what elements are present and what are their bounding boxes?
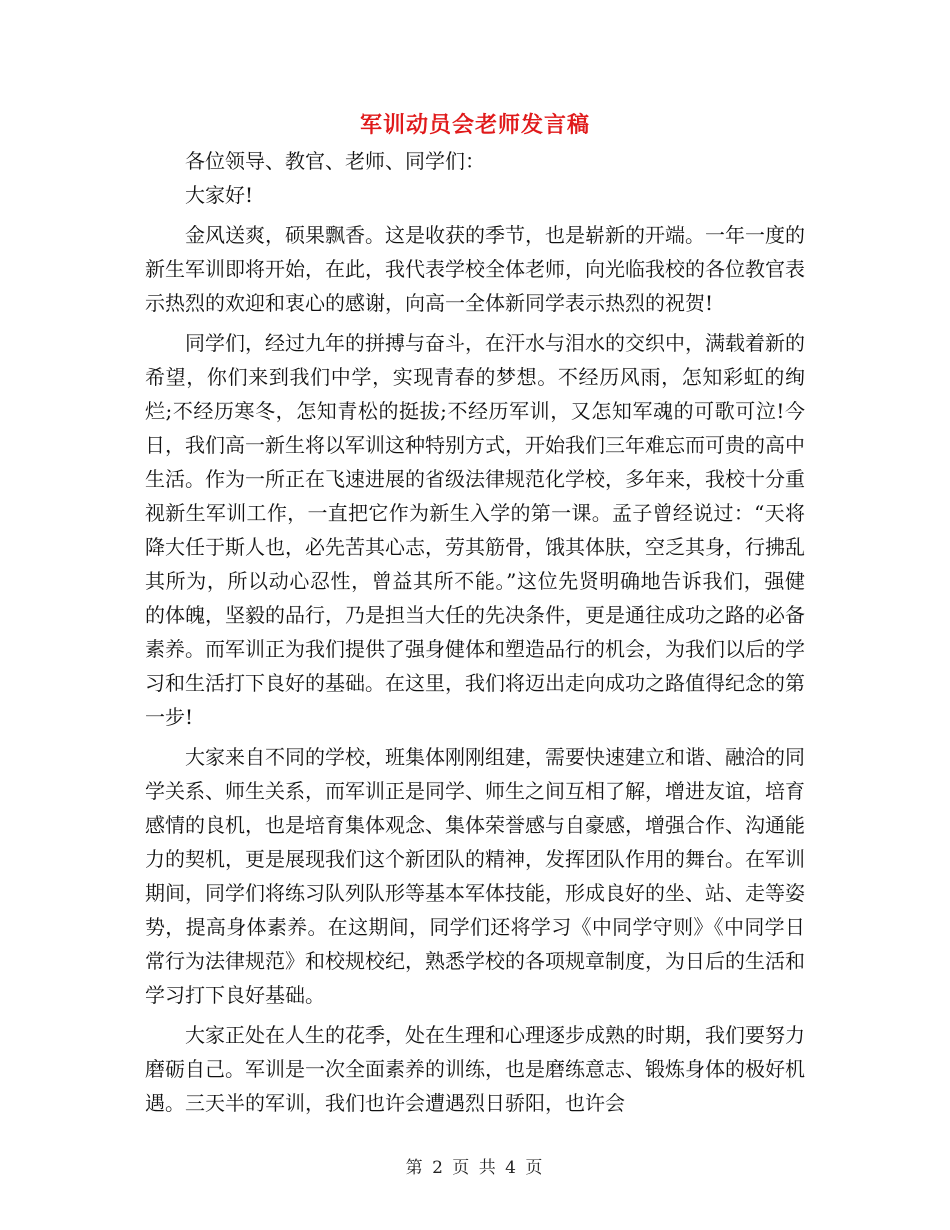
paragraph: 同学们，经过九年的拼搏与奋斗，在汗水与泪水的交织中，满载着新的希望，你们来到我们中学，实现青春的梦想。不经历风雨，怎知彩虹的绚烂;不经历寒冬，怎知青松的挺拔;不经历军训，又怎知军魂的可歌可泣!今日，我们高一新生将以军训这种特别方式，开始我们三年难忘而可贵的高中生活。作为一所正在飞速进展的省级法律规范化学校，多年来，我校十分重视新生军训工作，一直把它作为新生入学的第一课。孟子曾经说过：“天将降大任于斯人也，必先苦其心志，劳其筋骨，饿其体肤，空乏其身，行拂乱其所为，所以动心忍性，曾益其所不能。”这位先贤明确地告诉我们，强健的体魄，坚毅的品行，乃是担当大任的先决条件，更是通往成功之路的必备素养。而军训正为我们提供了强身健体和塑造品行的机会，为我们以后的学习和生活打下良好的基础。在这里，我们将迈出走向成功之路值得纪念的第一步! — [145, 331, 805, 729]
paragraph: 大家正处在人生的花季，处在生理和心理逐步成熟的时期，我们要努力磨砺自己。军训是一次全面素养的训练，也是磨练意志、锻炼身体的极好机遇。三天半的军训，我们也许会遭遇烈日骄阳，也许会 — [145, 1023, 805, 1115]
greeting: 大家好! — [185, 183, 254, 207]
salutation: 各位领导、教官、老师、同学们： — [185, 149, 485, 173]
page-number-footer: 第 2 页 共 4 页 — [405, 1158, 545, 1178]
paragraph: 大家来自不同的学校，班集体刚刚组建，需要快速建立和谐、融洽的同学关系、师生关系，而军训正是同学、师生之间互相了解，增进友谊，培育感情的良机，也是培育集体观念、集体荣誉感与自豪感，增强合作、沟通能力的契机，更是展现我们这个新团队的精神，发挥团队作用的舞台。在军训期间，同学们将练习队列队形等基本军体技能，形成良好的坐、站、走等姿势，提高身体素养。在这期间，同学们还将学习《中同学守则》《中同学日常行为法律规范》和校规校纪，熟悉学校的各项规章制度，为日后的生活和学习打下良好基础。 — [145, 745, 805, 1007]
document-body — [145, 144, 805, 1120]
document-title: 军训动员会老师发言稿 — [359, 112, 590, 138]
paragraph: 金风送爽，硕果飘香。这是收获的季节，也是崭新的开端。一年一度的新生军训即将开始，在此，我代表学校全体老师，向光临我校的各位教官表示热烈的欢迎和衷心的感谢，向高一全体新同学表示热烈的祝贺! — [145, 223, 805, 315]
